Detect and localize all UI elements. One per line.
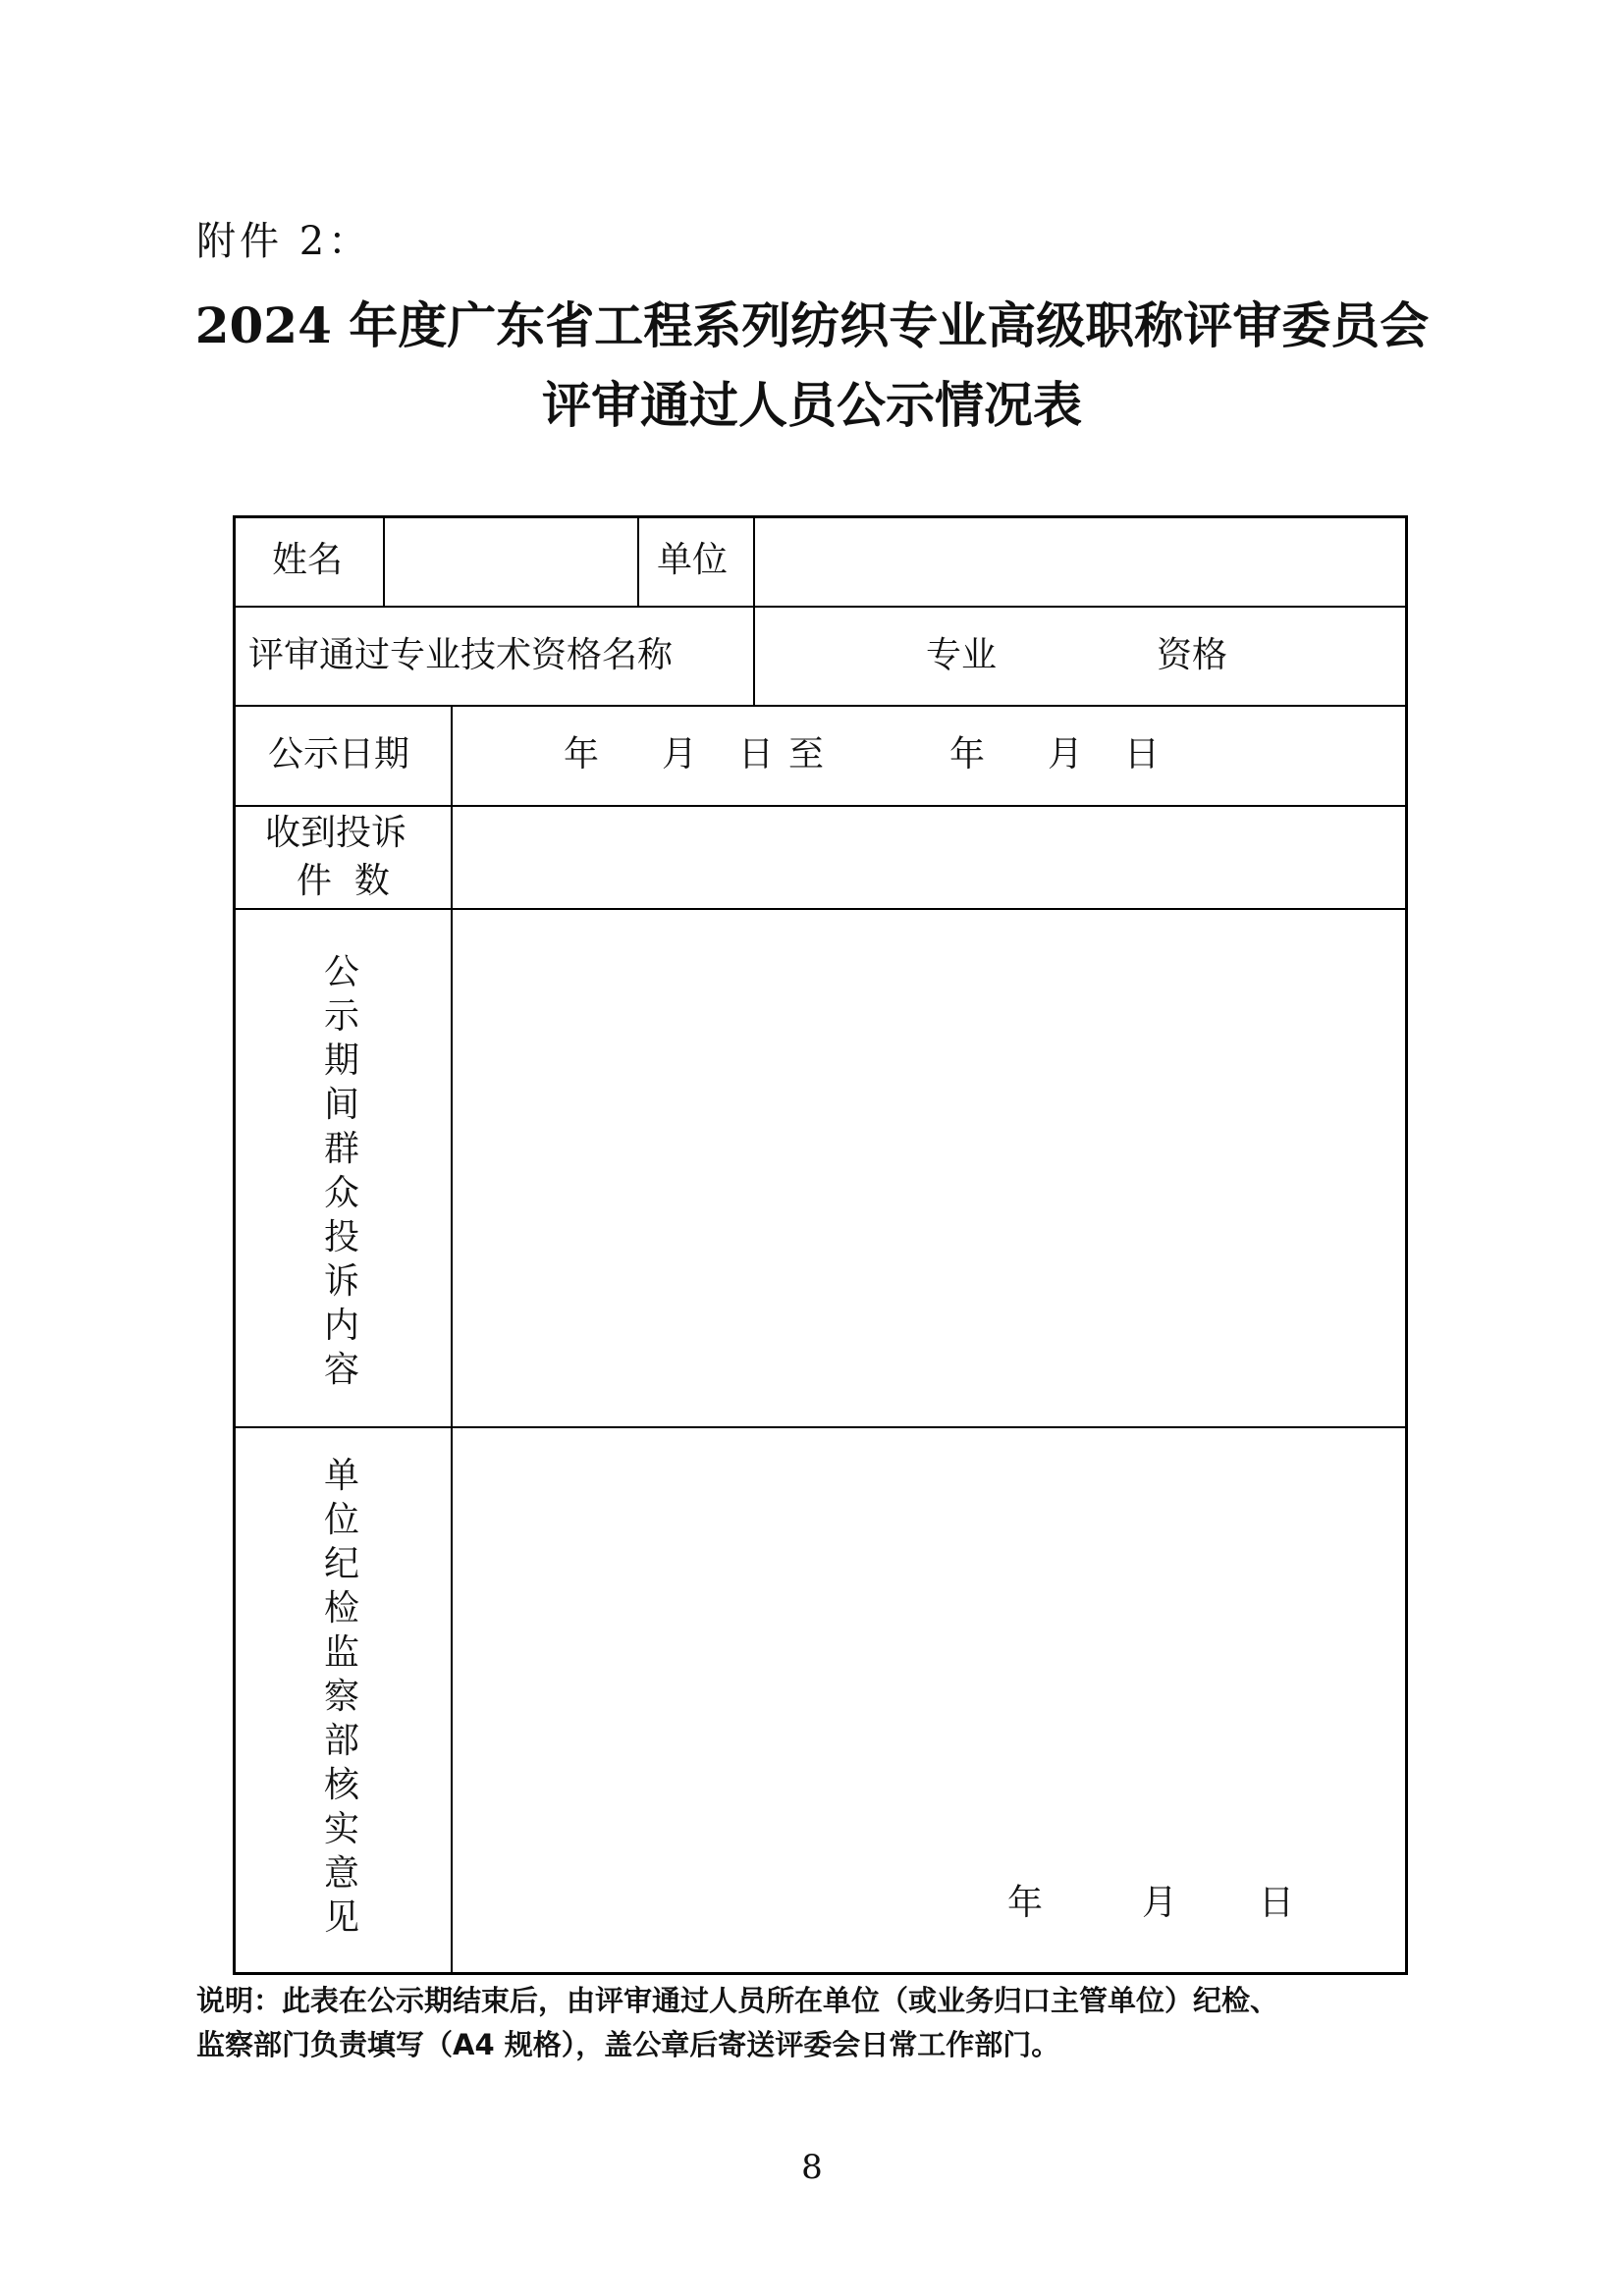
date-label: 公示日期 (268, 734, 410, 774)
complaints-count-label-line1: 收到投诉 (265, 813, 407, 853)
row-divider (233, 705, 1408, 707)
start-day-label: 日 (738, 734, 775, 774)
complaints-content-label: 公 示 期 间 群 众 投 诉 内 容 (323, 952, 359, 1390)
name-field[interactable] (385, 518, 637, 606)
table-border-left (233, 515, 236, 1975)
qualification-word: 资格 (1157, 635, 1228, 675)
table-border-bottom (233, 1972, 1408, 1975)
page-number: 8 (801, 2148, 823, 2187)
complaints-content-field[interactable] (453, 910, 1405, 1426)
table-border-right (1405, 515, 1408, 1975)
start-month-label: 月 (662, 734, 698, 774)
verification-opinion-label: 单 位 纪 检 监 察 部 核 实 意 见 (323, 1456, 359, 1938)
end-year-label: 年 (949, 734, 986, 774)
note-line-2: 监察部门负责填写（A4 规格），盖公章后寄送评委会日常工作部门。 (196, 2028, 1060, 2061)
attachment-label: 附件 2： (196, 219, 372, 264)
end-month-label: 月 (1048, 734, 1084, 774)
complaints-count-label-line2: 件 数 (297, 861, 390, 901)
col-divider (637, 515, 639, 607)
note-line-1: 说明：此表在公示期结束后，由评审通过人员所在单位（或业务归口主管单位）纪检、 (196, 1984, 1279, 2017)
sign-day-label: 日 (1259, 1883, 1295, 1923)
date-to-label: 至 (788, 734, 825, 774)
unit-label: 单位 (657, 540, 729, 580)
unit-field[interactable] (755, 518, 1405, 606)
end-day-label: 日 (1124, 734, 1161, 774)
complaints-count-field[interactable] (453, 807, 1405, 908)
page-subtitle: 评审通过人员公示情况表 (542, 376, 1082, 434)
major-word: 专业 (926, 635, 998, 675)
sign-month-label: 月 (1142, 1883, 1178, 1923)
publicity-form-table (233, 515, 1408, 1975)
name-label: 姓名 (272, 540, 344, 580)
page-title: 2024 年度广东省工程系列纺织专业高级职称评审委员会 (194, 296, 1430, 354)
row-divider (233, 606, 1408, 608)
sign-year-label: 年 (1007, 1883, 1044, 1923)
start-year-label: 年 (564, 734, 600, 774)
qualification-label: 评审通过专业技术资格名称 (248, 635, 674, 675)
